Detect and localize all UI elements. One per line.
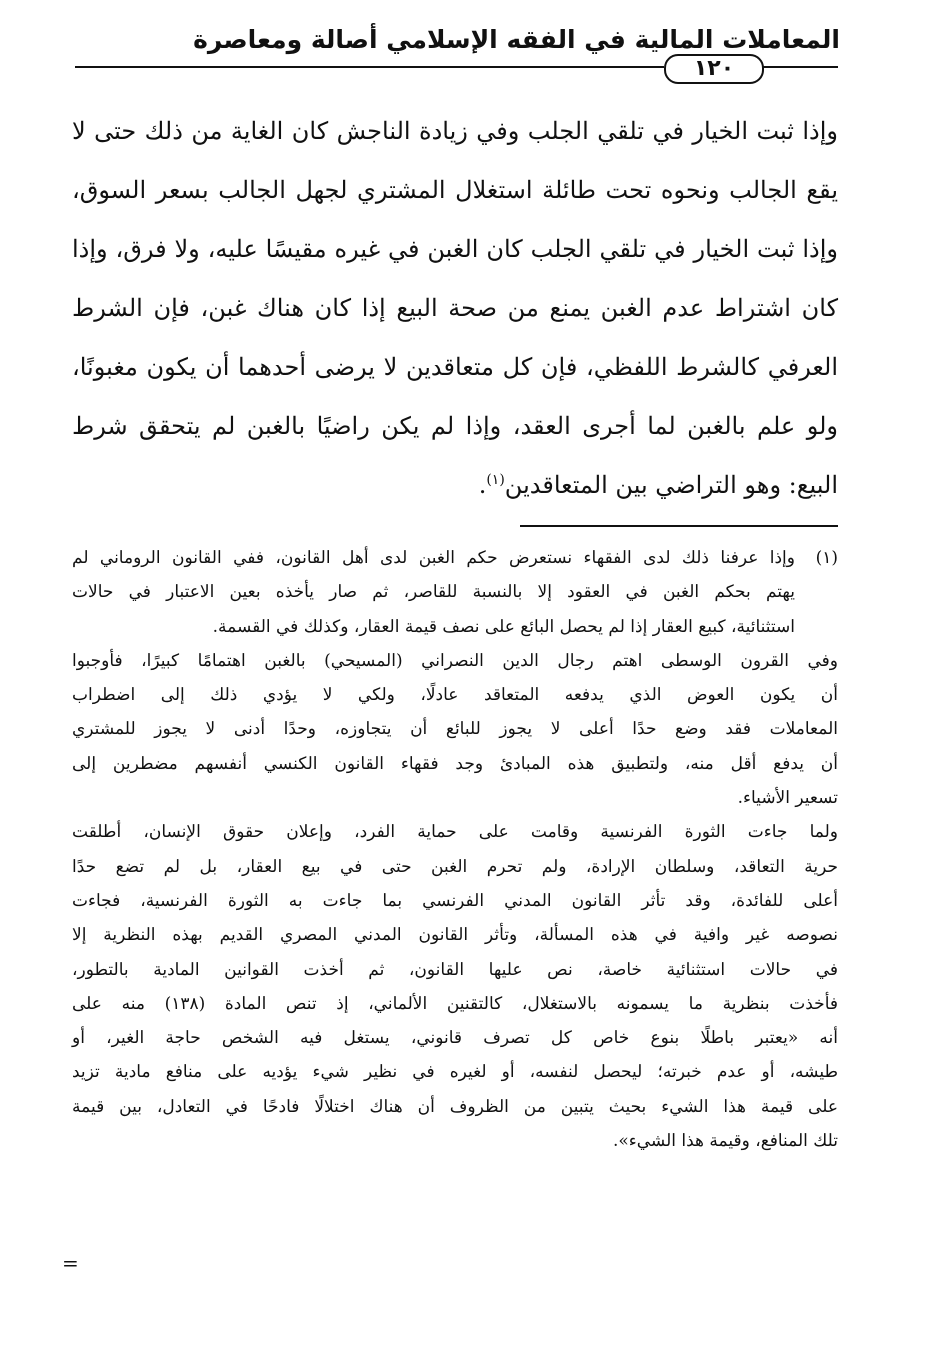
footnote-reference: (١) xyxy=(486,472,505,488)
body-line-text: البيع: وهو التراضي بين المتعاقدين xyxy=(504,471,838,499)
footnote-line: ولما جاءت الثورة الفرنسية وقامت على حماية الفرد، وإعلان حقوق الإنسان، أطلقت xyxy=(72,822,838,843)
body-line: يقع الجالب ونحوه تحت طائلة استغلال المشتري لجهل الجالب بسعر السوق، xyxy=(72,176,838,204)
footnote-line: أعلى للفائدة، وقد تأثر القانون المدني الفرنسي بما جاءت به الثورة الفرنسية، فجاءت xyxy=(72,890,838,911)
header-rule-right xyxy=(760,66,838,68)
header-rule-left xyxy=(75,66,664,68)
footnote-line-text: وإذا عرفنا ذلك لدى الفقهاء نستعرض حكم الغبن لدى أهل القانون، ففي القانون الروماني لم xyxy=(72,548,795,568)
footnote-line: في حالات استثنائية خاصة، نص عليها القانون، ثم أخذت القوانين المادية بالتطور، xyxy=(72,959,838,980)
continuation-mark: = xyxy=(62,1251,79,1275)
footnote-line: طيشه، أو عدم خبرته؛ ليحصل لنفسه، أو لغيره في نظير شيء يؤديه على منافع مادية تزيد xyxy=(72,1062,838,1083)
footnote-line: تسعير الأشياء. xyxy=(737,788,838,809)
footnote-line: يهتم بحكم الغبن في العقود إلا بالنسبة للقاصر، ثم صار يأخذه بعين الاعتبار في حالات xyxy=(72,582,795,603)
body-line-end: . xyxy=(478,471,487,499)
main-body-text xyxy=(72,102,838,515)
footnote-line: نصوصه غير وافية في هذه المسألة، وتأثر القانون المدني المصري القديم بهذه النظرية إلا xyxy=(72,925,838,946)
footnote-line: على قيمة هذا الشيء بحيث يتبين من الظروف أن هناك اختلالًا فادحًا في التعادل، بين قيمة xyxy=(72,1096,838,1117)
footnote-line: فأخذت بنظرية ما يسمونه بالاستغلال، كالتقنين الألماني، إذ تنص المادة (١٣٨) منه على xyxy=(72,993,839,1014)
footnote-line: استثنائية، كبيع العقار إذا لم يحصل البائع على نصف قيمة العقار، وكذلك في القسمة. xyxy=(212,616,795,637)
body-line: ولو علم بالغبن لما أجرى العقد، وإذا لم يكن راضيًا بالغبن لم يتحقق شرط xyxy=(72,412,838,440)
body-line: وإذا ثبت الخيار في تلقي الجلب كان الغبن في غيره مقيسًا عليه، ولا فرق، وإذا xyxy=(72,235,838,263)
footnote-line: أن يدفع أقل منه، ولتطبيق هذه المبادئ وجد فقهاء القانون الكنسي أنفسهم مضطرين إلى xyxy=(72,753,838,774)
body-line: وإذا ثبت الخيار في تلقي الجلب وفي زيادة الناجش كان الغاية من ذلك حتى لا xyxy=(72,117,838,145)
footnote-line: حرية التعاقد، وسلطان الإرادة، ولم تحرم الغبن حتى في بيع العقار، بل لم تضع حدًا xyxy=(72,856,838,877)
footnote-separator xyxy=(520,525,838,527)
footnote-line: تلك المنافع، وقيمة هذا الشيء». xyxy=(612,1131,838,1152)
body-line: العرفي كالشرط اللفظي، فإن كل متعاقدين لا يرضى أحدهما أن يكون مغبونًا، xyxy=(72,353,838,381)
footnote-line xyxy=(72,541,838,575)
body-line: كان اشتراط عدم الغبن يمنع من صحة البيع إذا كان هناك غبن، فإن الشرط xyxy=(72,294,838,322)
footnote-line: وفي القرون الوسطى اهتم رجال الدين النصراني (المسيحي) بالغبن اهتمامًا كبيرًا، فأوجبوا xyxy=(72,650,838,671)
footnote-marker: (١) xyxy=(815,548,838,568)
page-number: ١٢٠ xyxy=(664,54,764,84)
footnote-line: المعاملات فقد وضع حدًا أعلى لا يجوز للبائع أن يتجاوزه، وحدًا أدنى لا يجوز للمشتري xyxy=(72,719,838,740)
footnote-line: أن يكون العوض الذي يدفعه المتعاقد عادلًا، ولكي لا يؤدي ذلك إلى اضطراب xyxy=(72,685,838,706)
footnote-line: أنه «يعتبر باطلًا بنوع خاص كل تصرف قانوني، يستغل فيه الشخص حاجة الغير، أو xyxy=(72,1028,838,1049)
footnotes-block xyxy=(72,541,838,1158)
body-line-last xyxy=(72,456,838,515)
running-header-title: المعاملات المالية في الفقه الإسلامي أصالة ومعاصرة xyxy=(193,25,840,54)
